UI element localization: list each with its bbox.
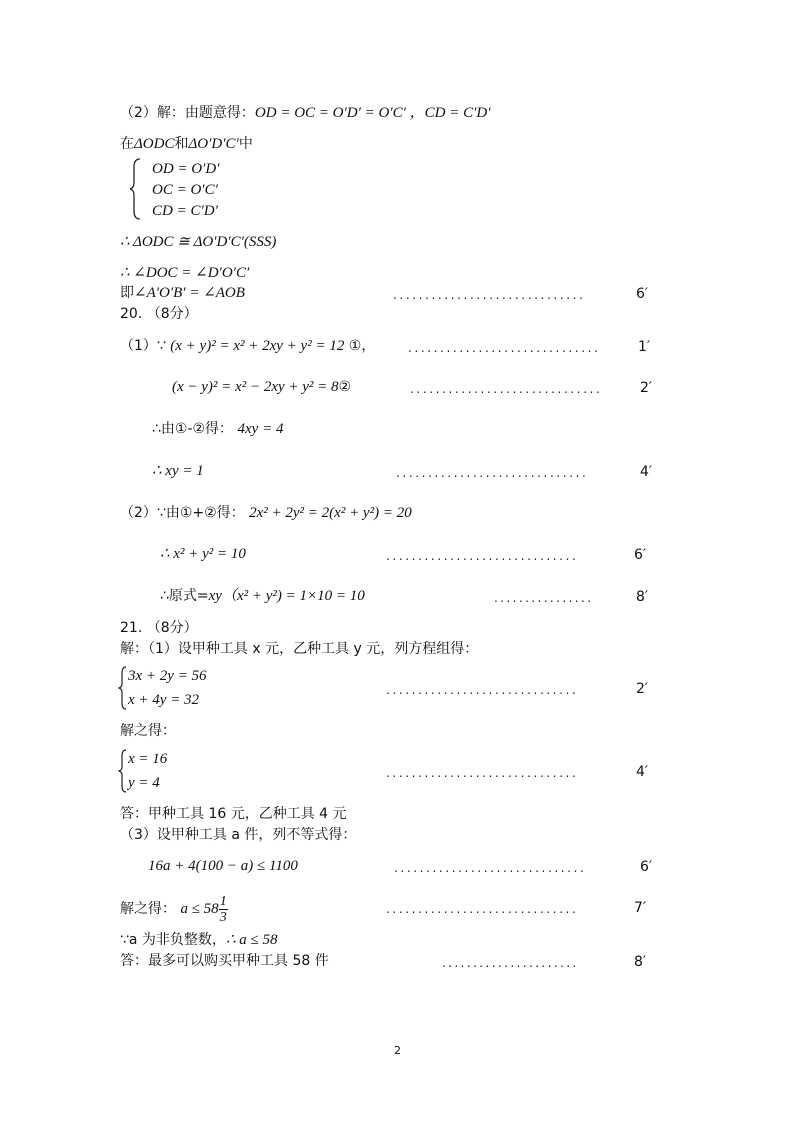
- q19-conclusion: [120, 284, 245, 302]
- q20-part2-line3: [160, 587, 365, 605]
- q21-inequality: 16a + 4(100 − a) ≤ 1100: [148, 858, 298, 874]
- q21-dots-2: ..............................: [386, 766, 579, 780]
- q19-conclusion-label: 即: [120, 285, 134, 301]
- q20-score-4: 6′: [634, 547, 647, 563]
- q21-score-2: 4′: [636, 764, 649, 780]
- q21-score-3: 6′: [640, 859, 653, 875]
- q20-score-3: 4′: [640, 464, 653, 480]
- q19-triangle-2: ΔO′D′C′: [188, 136, 239, 152]
- q21-system2-brace: [118, 748, 128, 794]
- q21-reason-label: ∵a 为非负整数，: [120, 932, 226, 948]
- q19-and-label: 和: [174, 136, 189, 152]
- q21-answer-2: 答：最多可以购买甲种工具 58 件: [120, 953, 329, 969]
- q20-header: 20. （8分）: [120, 306, 198, 322]
- q19-line-given: [120, 104, 491, 122]
- q21-part3-solve-label: 解之得：: [120, 901, 176, 917]
- q19-given-math: OD = OC = O′D′ = O′C′ ，CD = C′D′: [254, 105, 491, 121]
- q21-part3-intro: （3）设甲种工具 a 件，列不等式得：: [120, 827, 357, 843]
- q21-solve-label: 解之得：: [120, 723, 176, 739]
- q21-system1-eq2: x + 4y = 32: [128, 692, 200, 708]
- q19-angle-equal: ∴ ∠DOC = ∠D′O′C′: [120, 265, 250, 281]
- page-number: 2: [394, 1044, 401, 1057]
- q20-dots-5: ................: [494, 591, 594, 605]
- q21-intro: 解：（1）设甲种工具 x 元，乙种工具 y 元，列方程组得：: [120, 641, 479, 657]
- q20-subtract-label: ∴由①-②得：: [152, 421, 234, 437]
- q20-score-5: 8′: [636, 589, 649, 605]
- q20-original-label: ∴原式=: [160, 588, 209, 604]
- q19-congruence: ∴ ΔODC ≅ ΔO′D′C′(SSS): [120, 234, 277, 250]
- q21-system1-eq1: 3x + 2y = 56: [128, 668, 207, 684]
- q20-dots-4: ..............................: [386, 549, 579, 563]
- q21-score-1: 2′: [636, 681, 649, 697]
- q19-system-eq3: CD = C′D′: [152, 203, 218, 219]
- q20-mark-1: ①，: [348, 338, 376, 354]
- q20-mark-2: ②: [338, 379, 352, 395]
- q19-conclusion-math: ∠A′O′B′ = ∠AOB: [134, 285, 245, 301]
- q20-subtract-result: 4xy = 4: [237, 421, 284, 437]
- q20-part2-line1: [120, 504, 412, 522]
- q20-xy-result: ∴ xy = 1: [152, 463, 204, 479]
- q21-dots-4: ..............................: [386, 902, 579, 916]
- q21-system2-eq1: x = 16: [128, 751, 168, 767]
- q20-add-result: 2x² + 2y² = 2(x² + y²) = 20: [249, 505, 412, 521]
- q19-in-label: 在: [120, 136, 134, 152]
- q19-triangle-1: ΔODC: [134, 136, 175, 152]
- q20-dots-2: ..............................: [410, 382, 603, 396]
- q20-part1-line2: [172, 378, 351, 396]
- q19-system-brace: [128, 157, 142, 221]
- q20-dots-1: ..............................: [408, 341, 601, 355]
- q21-score-5: 8′: [634, 954, 647, 970]
- q20-original-value: xy（x² + y²) = 1×10 = 10: [208, 588, 365, 604]
- q19-leader-dots: ..............................: [393, 288, 586, 302]
- q21-reason: [120, 931, 277, 949]
- q21-answer-1: 答：甲种工具 16 元，乙种工具 4 元: [120, 806, 347, 822]
- q20-score-1: 1′: [638, 339, 651, 355]
- q21-dots-1: ..............................: [386, 683, 579, 697]
- q19-system-eq1: OD = O′D′: [152, 161, 220, 177]
- q20-part1-label: （1）∵: [120, 338, 166, 354]
- q19-given-label: （2）解：由题意得：: [120, 105, 255, 121]
- q21-reason-math: ∴ a ≤ 58: [225, 932, 278, 948]
- q20-score-2: 2′: [640, 380, 653, 396]
- q20-part2-label: （2）∵由①+②得：: [120, 505, 245, 521]
- q21-fraction-numerator: 1: [219, 893, 227, 909]
- q21-score-4: 7′: [634, 900, 647, 916]
- q19-score: 6′: [636, 286, 649, 302]
- q19-line-triangles: [120, 135, 253, 153]
- q19-system-eq2: OC = O′C′: [152, 182, 218, 198]
- q21-system1-brace: [118, 665, 128, 711]
- q20-equation-1: (x + y)² = x² + 2xy + y² = 12: [170, 338, 345, 354]
- q20-dots-3: ..............................: [396, 466, 589, 480]
- q20-equation-2: (x − y)² = x² − 2xy + y² = 8: [172, 379, 339, 395]
- q21-system2-eq2: y = 4: [128, 775, 160, 791]
- q21-part3-solve-math: a ≤ 58: [180, 901, 219, 917]
- q21-dots-5: ......................: [442, 956, 579, 970]
- q21-header: 21. （8分）: [120, 620, 198, 636]
- q20-sum-squares: ∴ x² + y² = 10: [160, 546, 246, 562]
- q20-part1-line1: [120, 337, 375, 355]
- q20-part1-line3: [152, 420, 283, 438]
- q21-part3-solution: [120, 892, 228, 926]
- q21-dots-3: ..............................: [394, 861, 587, 875]
- q21-fraction-denominator: 3: [219, 909, 227, 925]
- q19-middle-label: 中: [238, 136, 253, 152]
- q21-fraction: [219, 894, 228, 925]
